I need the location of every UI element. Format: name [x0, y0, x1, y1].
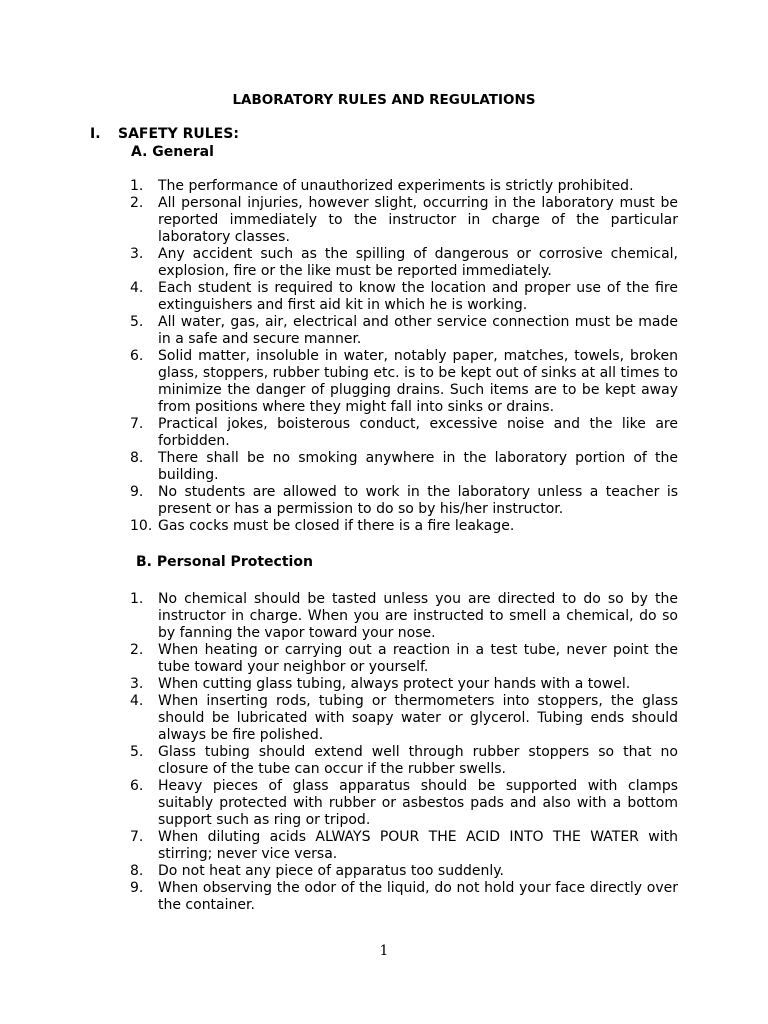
item-text: When inserting rods, tubing or thermometers into stoppers, the glass should be lubricated with soapy water or glycerol. Tubing ends should always be fire polished. — [158, 693, 678, 743]
item-number: 7. — [130, 829, 144, 845]
item-number: 3. — [130, 676, 144, 692]
item-text: There shall be no smoking anywhere in the laboratory portion of the building. — [158, 450, 678, 483]
item-number: 3. — [130, 246, 144, 262]
item-text: Glass tubing should extend well through rubber stoppers so that no closure of the tube can occur if the rubber swells. — [158, 744, 678, 777]
item-text: No students are allowed to work in the laboratory unless a teacher is present or has a permission to do so by his/her instructor. — [158, 484, 678, 517]
item-text: All water, gas, air, electrical and other service connection must be made in a safe and secure manner. — [158, 314, 678, 347]
subsection-personal-protection-heading: B. Personal Protection — [136, 554, 313, 570]
list-item — [130, 280, 678, 314]
list-item — [130, 195, 678, 246]
list-item — [130, 863, 678, 880]
item-text: Solid matter, insoluble in water, notably paper, matches, towels, broken glass, stoppers, rubber tubing etc. is to be kept out of sinks at all times to minimize the danger of plugging drains. Such items are to be kept away from positions where they might fall into sinks or drains. — [158, 348, 678, 415]
item-number: 2. — [130, 195, 144, 211]
list-item — [130, 348, 678, 416]
item-text: When cutting glass tubing, always protect your hands with a towel. — [158, 676, 631, 692]
document-title: LABORATORY RULES AND REGULATIONS — [232, 92, 536, 108]
list-item — [130, 518, 678, 535]
item-number: 8. — [130, 450, 144, 466]
item-number: 4. — [130, 693, 144, 709]
list-item — [130, 693, 678, 744]
list-item — [130, 829, 678, 863]
list-item — [130, 744, 678, 778]
subsection-general-heading: A. General — [131, 144, 214, 160]
item-text: The performance of unauthorized experiments is strictly prohibited. — [158, 178, 634, 194]
page-number: 1 — [379, 943, 389, 959]
list-item — [130, 591, 678, 642]
item-number: 7. — [130, 416, 144, 432]
list-item — [130, 450, 678, 484]
item-number: 4. — [130, 280, 144, 296]
item-number: 5. — [130, 744, 144, 760]
item-number: 1. — [130, 178, 144, 194]
item-text: When heating or carrying out a reaction in a test tube, never point the tube toward your neighbor or yourself. — [158, 642, 678, 675]
list-item — [130, 778, 678, 829]
personal-protection-list — [130, 591, 678, 914]
item-number: 5. — [130, 314, 144, 330]
item-text: Each student is required to know the location and proper use of the fire extinguishers and first aid kit in which he is working. — [158, 280, 678, 313]
list-item — [130, 246, 678, 280]
list-item — [130, 178, 678, 195]
item-text: No chemical should be tasted unless you are directed to do so by the instructor in charge. When you are instructed to smell a chemical, do so by fanning the vapor toward your nose. — [158, 591, 678, 641]
item-text: Heavy pieces of glass apparatus should be supported with clamps suitably protected with rubber or asbestos pads and also with a bottom support such as ring or tripod. — [158, 778, 678, 828]
item-text: When observing the odor of the liquid, do not hold your face directly over the container. — [158, 880, 678, 913]
item-number: 9. — [130, 880, 144, 896]
general-rules-list — [130, 178, 678, 535]
list-item — [130, 642, 678, 676]
item-text: All personal injuries, however slight, occurring in the laboratory must be reported immediately to the instructor in charge of the particular laboratory classes. — [158, 195, 678, 245]
item-number: 10. — [130, 518, 153, 534]
section-title: SAFETY RULES: — [118, 126, 239, 142]
item-number: 2. — [130, 642, 144, 658]
item-number: 1. — [130, 591, 144, 607]
item-text: When diluting acids ALWAYS POUR THE ACID INTO THE WATER with stirring; never vice versa. — [158, 829, 678, 862]
list-item — [130, 484, 678, 518]
item-number: 9. — [130, 484, 144, 500]
list-item — [130, 880, 678, 914]
item-number: 6. — [130, 348, 144, 364]
item-text: Do not heat any piece of apparatus too suddenly. — [158, 863, 504, 879]
item-number: 6. — [130, 778, 144, 794]
item-number: 8. — [130, 863, 144, 879]
item-text: Gas cocks must be closed if there is a fire leakage. — [158, 518, 515, 534]
list-item — [130, 676, 678, 693]
item-text: Practical jokes, boisterous conduct, excessive noise and the like are forbidden. — [158, 416, 678, 449]
list-item — [130, 314, 678, 348]
section-heading — [90, 126, 239, 143]
section-number: I. — [90, 126, 101, 142]
list-item — [130, 416, 678, 450]
item-text: Any accident such as the spilling of dangerous or corrosive chemical, explosion, fire or the like must be reported immediately. — [158, 246, 678, 279]
